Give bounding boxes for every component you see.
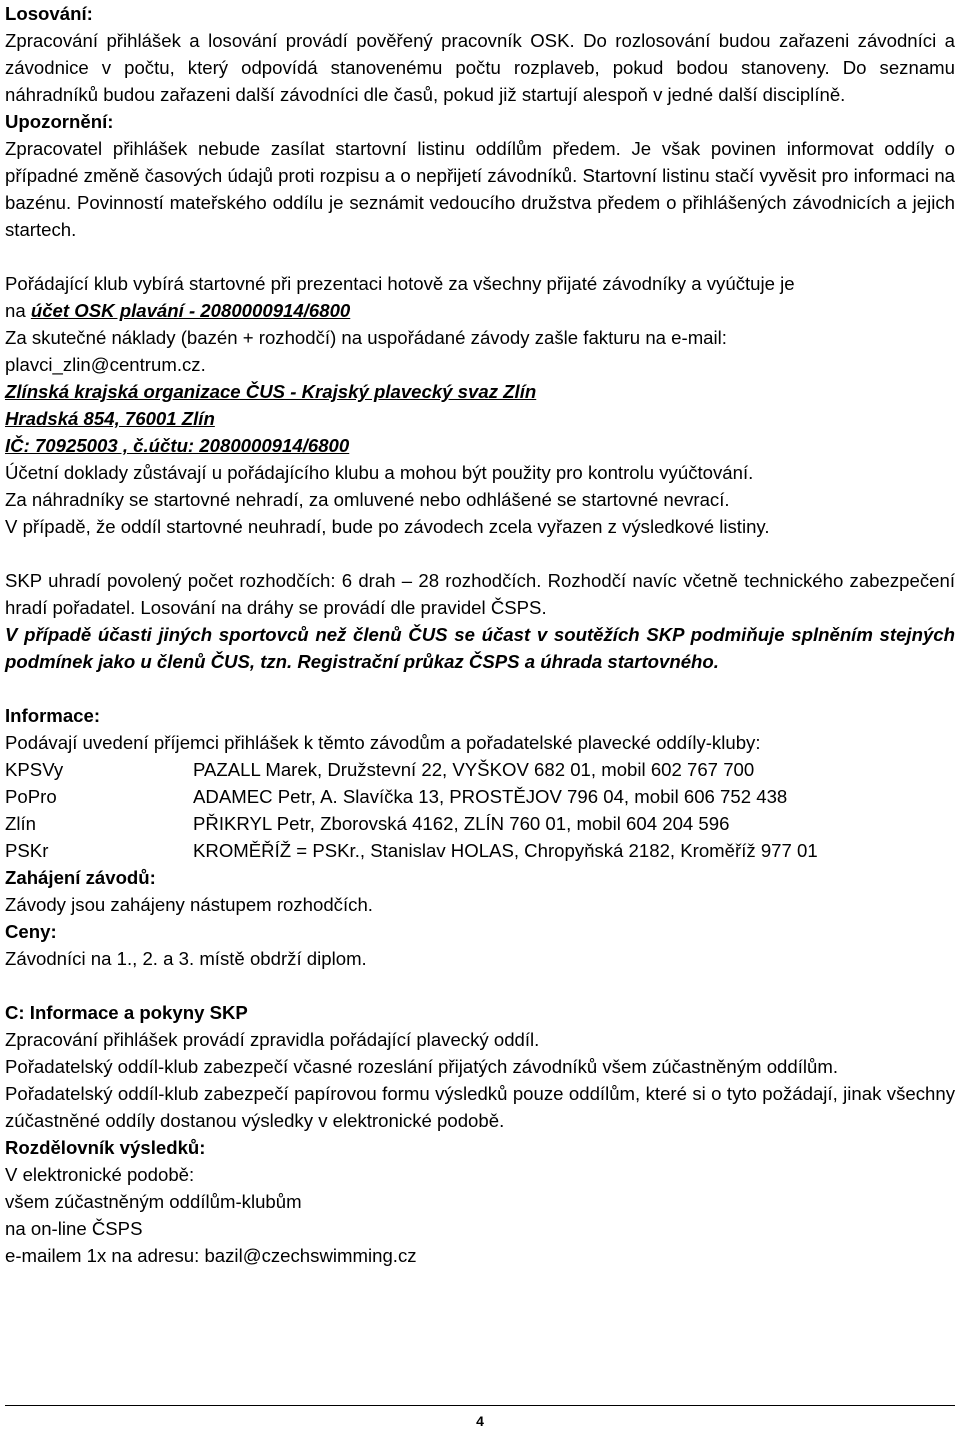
contact-row [5,756,818,783]
informace-intro: Podávají uvedení příjemci přihlášek k těmto závodům a pořadatelské plavecké oddíly-kluby: [5,732,761,753]
payment-line-7: V případě, že oddíl startovné neuhradí, bude po závodech zcela vyřazen z výsledkové listiny. [5,516,770,537]
heading-informace: Informace: [5,705,101,726]
contact-row [5,783,818,810]
heading-pokyny: C: Informace a pokyny SKP [5,1002,248,1023]
contact-row [5,837,818,864]
paragraph-losovani: Zpracování přihlášek a losování provádí pověřený pracovník OSK. Do rozlosování budou zařazeni závodníci a závodnice v počtu, který odpovídá stanovenému počtu rozplaveb, pokud bodou stanoveny. Do seznamu náhradníků budou zařazeni další závodníci dle časů, pokud již startují alespoň v jedné další disciplíně. [5,30,955,105]
spacer [5,540,955,567]
paragraph-pokyny-3: Pořadatelský oddíl-klub zabezpečí papírovou formu výsledků pouze oddílům, které si o tyto požádají, jinak všechny zúčastněné oddíly dostanou výsledky v elektronické podobě. [5,1083,955,1131]
contact-club: Zlín [5,813,36,834]
document-page [5,0,955,1269]
contact-club: PoPro [5,786,57,807]
contact-details: PAZALL Marek, Družstevní 22, VYŠKOV 682 01, mobil 602 767 700 [193,759,755,780]
paragraph-skp-conditions: V případě účasti jiných sportovců než členů ČUS se účast v soutěžích SKP podmiňuje splněním stejných podmínek jako u členů ČUS, tzn. Registrační průkaz ČSPS a úhrada startovného. [5,624,955,672]
contact-club: KPSVy [5,759,64,780]
paragraph-ceny: Závodníci na 1., 2. a 3. místě obdrží diplom. [5,948,367,969]
payment-email: plavci_zlin@centrum.cz. [5,354,206,375]
rozdelovnik-line: všem zúčastněným oddílům-klubům [5,1191,302,1212]
payment-line-2-prefix: na [5,300,31,321]
heading-losovani: Losování: [5,3,93,24]
payment-line-6: Za náhradníky se startovné nehradí, za omluvené nebo odhlášené se startovné nevrací. [5,489,730,510]
contact-row [5,810,818,837]
heading-upozorneni: Upozornění: [5,111,114,132]
spacer [5,675,955,702]
rozdelovnik-line: na on-line ČSPS [5,1218,143,1239]
rozdelovnik-line: e-mailem 1x na adresu: bazil@czechswimming.cz [5,1245,417,1266]
page-number: 4 [476,1413,484,1429]
payment-line-1: Pořádající klub vybírá startovné při prezentaci hotově za všechny přijaté závodníky a vyúčtuje je [5,273,795,294]
spacer [5,972,955,999]
paragraph-upozorneni: Zpracovatel přihlášek nebude zasílat startovní listinu oddílům předem. Je však povinen informovat oddíly o případné změně časových údajů proti rozpisu a o nepřijetí závodníků. Startovní listinu stačí vyvěsit pro informaci na bazénu. Povinností mateřského oddílu je seznámit vedoucího družstva předem o přihlášených závodnicích a jejich startech. [5,138,955,240]
paragraph-pokyny-2: Pořadatelský oddíl-klub zabezpečí včasné rozeslání přijatých závodníků všem zúčastněným oddílům. [5,1056,839,1077]
paragraph-zahajeni: Závody jsou zahájeny nástupem rozhodčích. [5,894,373,915]
payment-account: účet OSK plavání - 2080000914/6800 [30,300,351,321]
heading-zahajeni: Zahájení závodů: [5,867,156,888]
rozdelovnik-line: V elektronické podobě: [5,1164,195,1185]
paragraph-skp: SKP uhradí povolený počet rozhodčích: 6 drah – 28 rozhodčích. Rozhodčí navíc včetně technického zabezpečení hradí pořadatel. Losování na dráhy se provádí dle pravidel ČSPS. [5,570,955,618]
payment-line-2 [5,297,955,324]
contact-club: PSKr [5,840,49,861]
payment-line-3: Za skutečné náklady (bazén + rozhodčí) na uspořádané závody zašle fakturu na e-mail: [5,327,727,348]
contact-details: PŘIKRYL Petr, Zborovská 4162, ZLÍN 760 01, mobil 604 204 596 [193,813,730,834]
org-address: Hradská 854, 76001 Zlín [5,408,215,429]
contact-details: ADAMEC Petr, A. Slavíčka 13, PROSTĚJOV 796 04, mobil 606 752 438 [193,786,788,807]
paragraph-pokyny-1: Zpracování přihlášek provádí zpravidla pořádající plavecký oddíl. [5,1029,540,1050]
contacts-table [5,756,818,864]
footer-divider [5,1405,955,1406]
org-name: Zlínská krajská organizace ČUS - Krajský plavecký svaz Zlín [5,381,537,402]
contact-details: KROMĚŘÍŽ = PSKr., Stanislav HOLAS, Chropyňská 2182, Kroměříž 977 01 [193,840,818,861]
org-ids: IČ: 70925003 , č.účtu: 2080000914/6800 [5,435,350,456]
heading-ceny: Ceny: [5,921,57,942]
heading-rozdelovnik: Rozdělovník výsledků: [5,1137,206,1158]
payment-line-5: Účetní doklady zůstávají u pořádajícího klubu a mohou být použity pro kontrolu vyúčtování. [5,462,754,483]
spacer [5,243,955,270]
